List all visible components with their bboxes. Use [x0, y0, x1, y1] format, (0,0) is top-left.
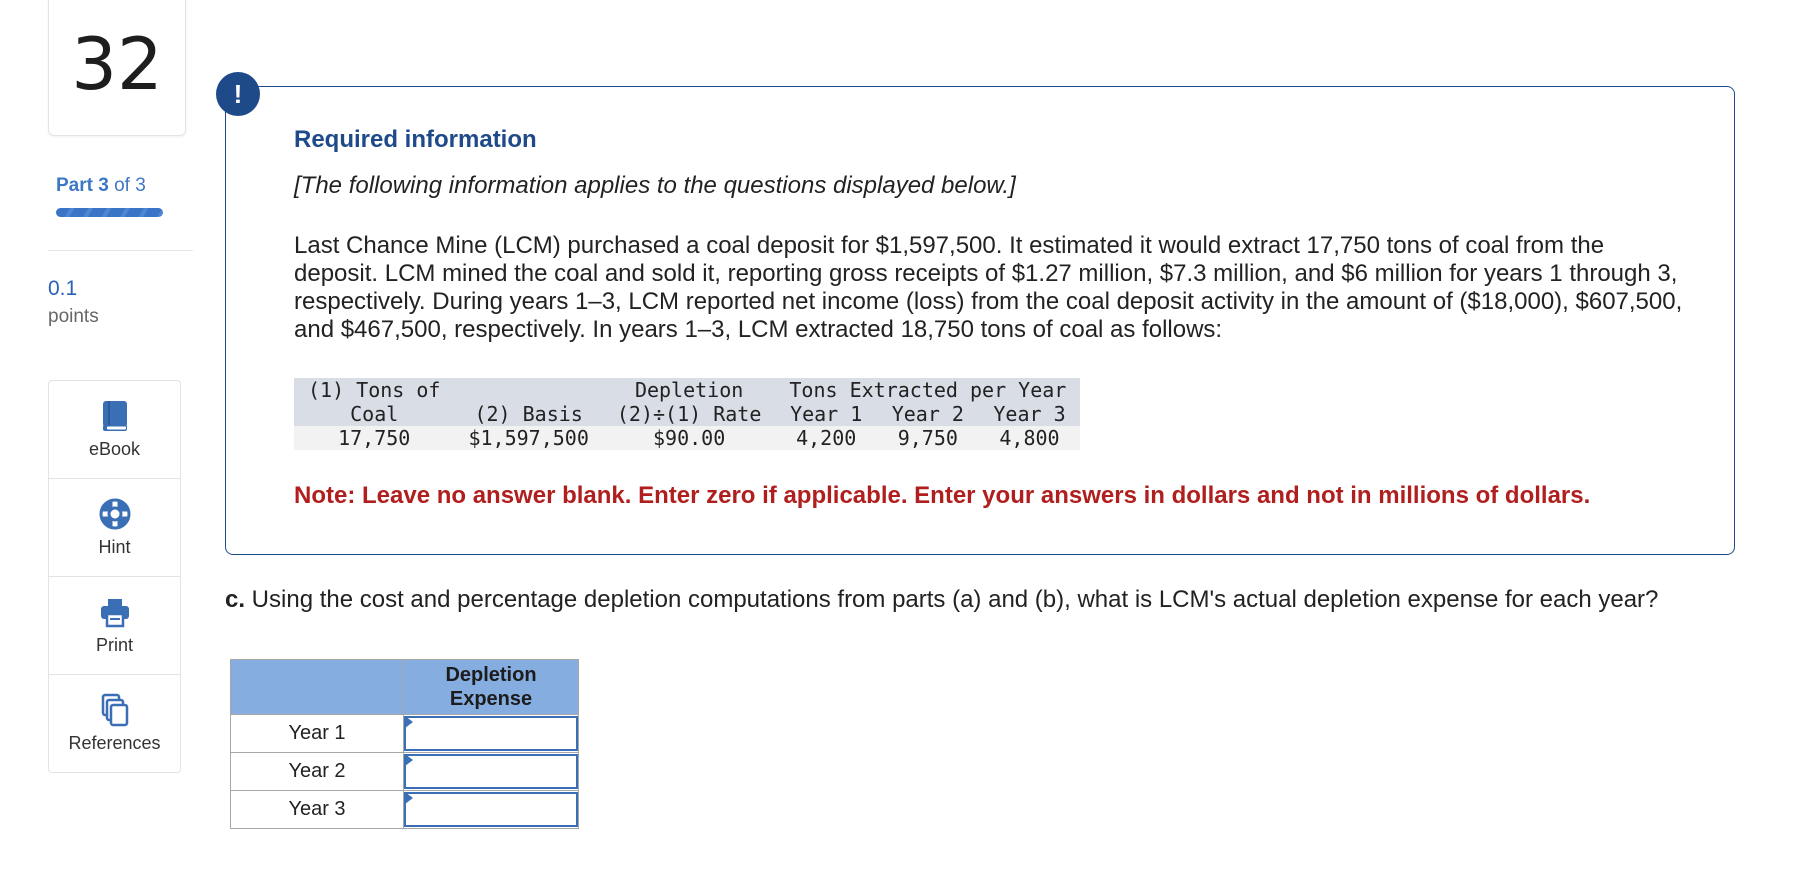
tools-panel [48, 380, 181, 773]
question-number-card [48, 0, 186, 136]
points-label: points [48, 306, 99, 327]
print-label: Print [95, 635, 133, 655]
depletion-expense-header [404, 660, 579, 715]
input-flag-icon [405, 792, 413, 804]
depletion-input-year-2[interactable] [404, 754, 578, 789]
input-flag-icon [405, 716, 413, 728]
header-cell: Depletion [603, 378, 776, 402]
row-label-year-2: Year 2 [231, 753, 404, 791]
header-cell: Tons Extracted per Year [775, 378, 1080, 402]
alert-icon: ! [216, 72, 260, 116]
print-button[interactable] [49, 577, 180, 675]
required-info-title: Required information [294, 126, 537, 153]
header-cell: Year 2 [877, 402, 979, 426]
header-line-1: Depletion [445, 664, 537, 686]
references-label: References [68, 733, 161, 753]
hint-button[interactable] [49, 479, 180, 577]
header-cell [454, 378, 602, 402]
answer-header-row [231, 660, 579, 715]
table-cell: 9,750 [877, 426, 979, 450]
lifebuoy-icon [99, 497, 131, 531]
header-cell: Coal [294, 402, 454, 426]
answer-table [230, 659, 579, 829]
documents-icon [99, 693, 131, 727]
question-letter: c. [225, 586, 246, 613]
ebook-label: eBook [88, 439, 141, 459]
instruction-note: Note: Leave no answer blank. Enter zero if applicable. Enter your answers in dollars and not in millions of dollars. [294, 482, 1591, 509]
required-info-subtitle: [The following information applies to the questions displayed below.] [294, 172, 1016, 199]
answer-header-blank [231, 660, 404, 715]
input-flag-icon [405, 754, 413, 766]
header-cell: (2)÷(1) Rate [603, 402, 776, 426]
answer-cell-year-3 [404, 791, 579, 829]
header-cell: Year 3 [979, 402, 1081, 426]
book-icon [99, 399, 131, 433]
coal-data-table [294, 378, 1080, 450]
depletion-input-year-3[interactable] [404, 792, 578, 827]
table-cell: 17,750 [294, 426, 454, 450]
answer-row [231, 791, 579, 829]
part-total: of 3 [114, 175, 146, 196]
points-value: 0.1 [48, 277, 78, 300]
part-indicator [56, 175, 146, 197]
table-header-row [294, 402, 1080, 426]
part-progress-bar [56, 208, 163, 217]
row-label-year-1: Year 1 [231, 715, 404, 753]
references-button[interactable] [49, 675, 180, 772]
answer-row [231, 753, 579, 791]
table-header-row [294, 378, 1080, 402]
hint-label: Hint [98, 537, 131, 557]
part-current: 3 [98, 175, 109, 196]
row-label-year-3: Year 3 [231, 791, 404, 829]
answer-cell-year-2 [404, 753, 579, 791]
problem-paragraph: Last Chance Mine (LCM) purchased a coal deposit for $1,597,500. It estimated it would extract 17,750 tons of coal from the deposit. LCM mined the coal and sold it, reporting gross receipts of $1.27 million, $7.3 million, and $6 million for years 1 through 3, respectively. During years 1–3, LCM reported net income (loss) from the coal deposit activity in the amount of ($18,000), $607,500, and $467,500, respectively. In years 1–3, LCM extracted 18,750 tons of coal as follows: [294, 232, 1683, 343]
header-cell: (1) Tons of [294, 378, 454, 402]
table-cell: 4,200 [775, 426, 877, 450]
table-cell: $1,597,500 [454, 426, 602, 450]
printer-icon [99, 595, 131, 629]
table-cell: 4,800 [979, 426, 1081, 450]
question-number: 32 [71, 22, 163, 106]
header-cell: (2) Basis [454, 402, 602, 426]
question-text [225, 586, 1658, 614]
table-row [294, 426, 1080, 450]
header-line-2: Expense [449, 688, 533, 710]
question-body: Using the cost and percentage depletion computations from parts (a) and (b), what is LCM's actual depletion expense for each year? [245, 586, 1659, 613]
answer-cell-year-1 [404, 715, 579, 753]
part-word: Part [56, 175, 93, 196]
depletion-input-year-1[interactable] [404, 716, 578, 751]
header-cell: Year 1 [775, 402, 877, 426]
ebook-button[interactable] [49, 381, 180, 479]
answer-row [231, 715, 579, 753]
table-cell: $90.00 [603, 426, 776, 450]
sidebar-divider [48, 250, 193, 251]
